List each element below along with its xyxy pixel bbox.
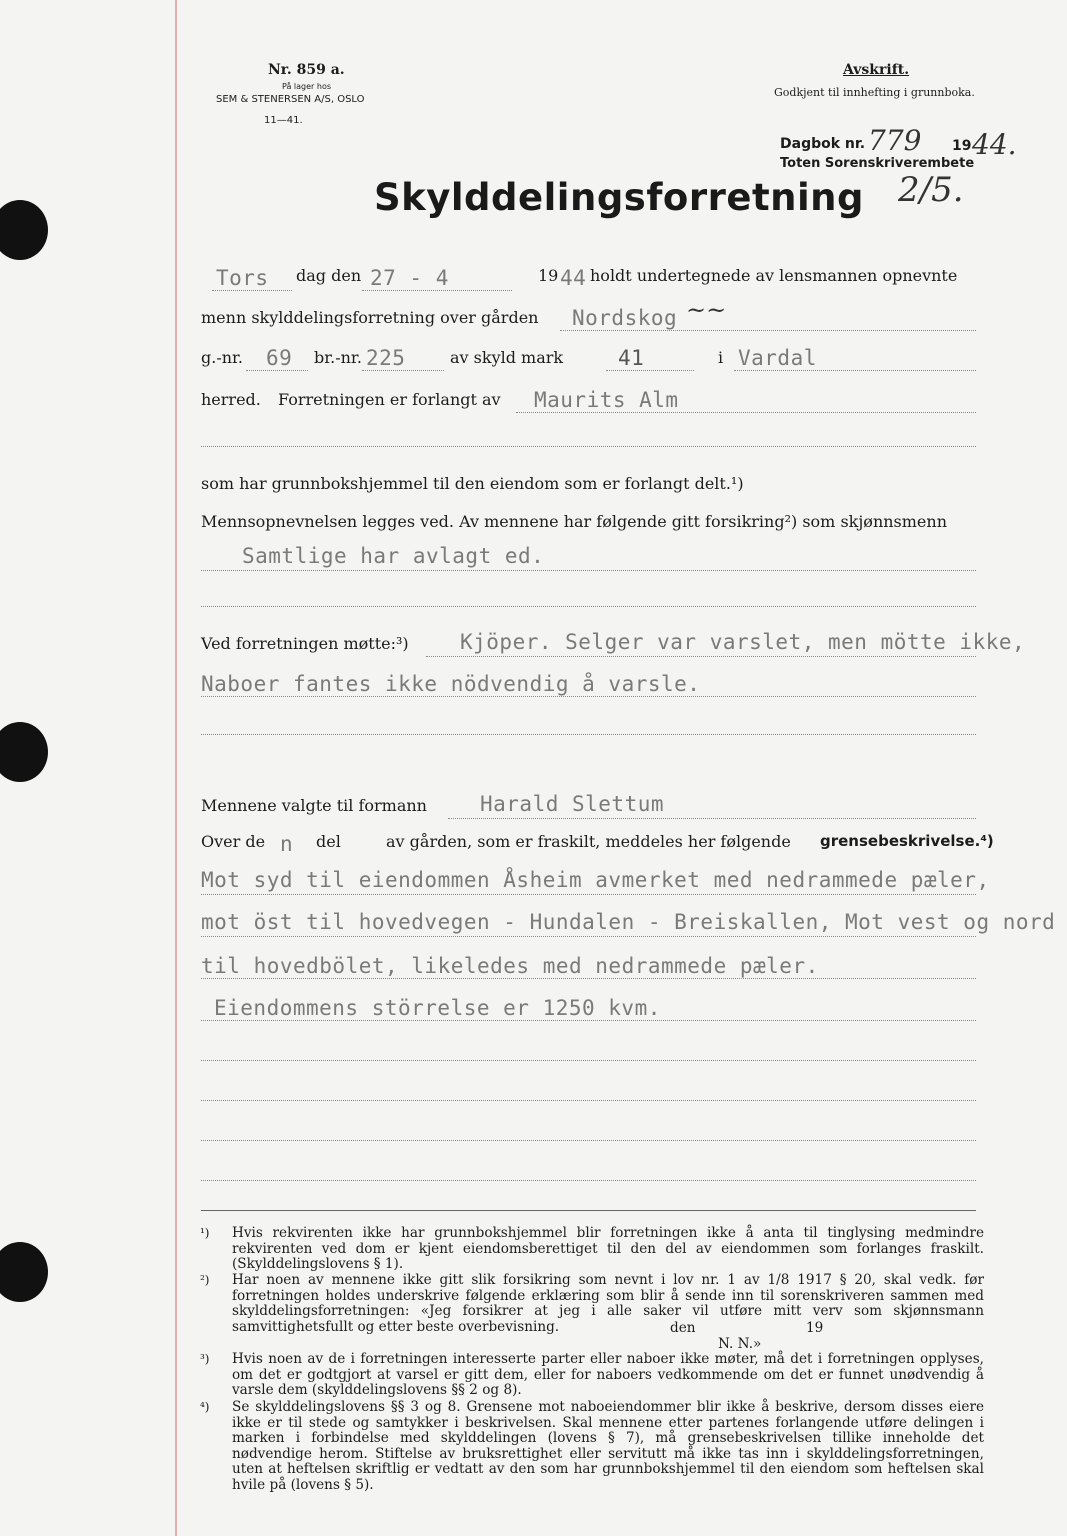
printer-date: 11—41. <box>264 115 303 126</box>
fill-line <box>606 370 694 371</box>
holdt-text: holdt undertegnede av lensmannen opnevnte <box>590 266 958 285</box>
footnote-marker: ¹) <box>200 1226 210 1240</box>
part-fill: n <box>280 832 294 856</box>
footnote-divider <box>201 1210 976 1211</box>
bnr-fill: 225 <box>366 346 406 370</box>
del-label: del <box>316 832 341 851</box>
footnote-2-signature: N. N.» <box>718 1336 762 1352</box>
formann-label: Mennene valgte til formann <box>201 796 427 815</box>
over-de-label: Over de <box>201 832 266 851</box>
dag-den-label: dag den <box>296 266 362 285</box>
fraskilt-text: av gården, som er fraskilt, meddeles her følgende <box>386 832 791 851</box>
godkjent-text: Godkjent til innhefting i grunnboka. <box>774 86 975 99</box>
fill-line <box>426 656 976 657</box>
grense-label: grensebeskrivelse.⁴) <box>820 832 994 850</box>
dagbok-year-prefix: 19 <box>952 138 972 154</box>
date-fill: 27 - 4 <box>370 266 449 290</box>
fill-line <box>246 370 308 371</box>
footnote-2-den: den <box>670 1320 696 1336</box>
fill-line <box>201 936 976 937</box>
printer-name: SEM & STENERSEN A/S, OSLO <box>216 94 365 105</box>
sorenskriver-label: Toten Sorenskriverembete <box>780 156 975 171</box>
fill-line <box>201 570 976 571</box>
description-line-2: mot öst til hovedvegen - Hundalen - Breiskallen, Mot vest og nord <box>201 910 1056 934</box>
description-line-1: Mot syd til eiendommen Åsheim avmerket med nedrammede pæler, <box>201 868 990 892</box>
footnote-1: Hvis rekvirenten ikke har grunnbokshjemmel blir forretningen ikke å anta til tinglysing medmindre rekvirenten ved dom er kjent eiendomsberettiget til den del av eiendommen som forlanges fraskilt. (Skylddelingslovens § 1). <box>232 1225 984 1273</box>
grunnbok-text: som har grunnbokshjemmel til den eiendom som er forlangt delt.¹) <box>201 474 744 493</box>
oath-fill: Samtlige har avlagt ed. <box>242 544 545 568</box>
menn-text: menn skylddelingsforretning over gården <box>201 308 539 327</box>
footnote-4: Se skylddelingslovens §§ 3 og 8. Grensene mot naboeiendommer blir ikke å beskrive, dersom disses eiere ikke er til stede og samtykker i beskrivelsen. Skal mennene etter partenes forlangende utføre delingen i marken i forbindelse med skylddelingen (lovens § 7), må grensebeskrivelsen tillike inneholde det nødvendige herom. Stiftelse av bruksrettighet eller servitutt må ikke tas inn i skylddelingsforretningen, uten at heftelsen skriftlig er vedtatt av den som har grunnbokshjemmel til den eiendom som heftelsen skal hvile på (lovens § 5). <box>232 1399 984 1493</box>
avskrift-label: Avskrift. <box>843 62 910 78</box>
motte-fill-2: Naboer fantes ikke nödvendig å varsle. <box>201 672 701 696</box>
mennsop-text: Mennsopnevnelsen legges ved. Av mennene har følgende gitt forsikring²) som skjønnsmenn <box>201 512 948 531</box>
day-fill: Tors <box>216 266 269 290</box>
punch-hole <box>0 1242 48 1302</box>
punch-hole <box>0 722 48 782</box>
handwritten-stroke: ~~ <box>686 296 727 324</box>
fill-line <box>201 734 976 735</box>
fill-line <box>734 370 976 371</box>
footnote-marker: ⁴) <box>200 1400 210 1414</box>
fill-line <box>201 1180 976 1181</box>
i-label: i <box>718 348 724 367</box>
forlangt-label: Forretningen er forlangt av <box>278 390 501 409</box>
fill-line <box>201 1020 976 1021</box>
skyld-label: av skyld mark <box>450 348 564 367</box>
footnote-marker: ²) <box>200 1273 210 1287</box>
document-title: Skylddelingsforretning <box>374 176 864 219</box>
date-mark: 2/5. <box>898 170 964 210</box>
fill-line <box>516 412 976 413</box>
requester-fill: Maurits Alm <box>534 388 679 412</box>
footnote-3: Hvis noen av de i forretningen interesserte parter eller naboer ikke møter, må det i forretningen opplyses, om det er godtgjort at varsel er gitt dem, eller for naboers vedkommende om det er funnet unødvendig å varsle dem (skylddelingslovens §§ 2 og 8). <box>232 1351 984 1399</box>
fill-line <box>201 446 976 447</box>
punch-hole <box>0 200 48 260</box>
farm-fill: Nordskog <box>572 306 678 330</box>
dagbok-label: Dagbok nr. <box>780 136 866 152</box>
margin-line <box>175 0 177 1536</box>
fill-line <box>201 696 976 697</box>
fill-line <box>201 606 976 607</box>
fill-line <box>201 1100 976 1101</box>
fill-line <box>362 370 444 371</box>
fill-line <box>362 290 512 291</box>
gnr-fill: 69 <box>266 346 293 370</box>
footnote-marker: ³) <box>200 1352 210 1366</box>
form-number: Nr. 859 a. <box>268 62 345 78</box>
footnote-2: Har noen av mennene ikke gitt slik forsikring som nevnt i lov nr. 1 av 1/8 1917 § 20, skal vedk. før forretningen holdes underskrive følgende erklæring som blir å sende inn til sorenskriveren sammen med skylddelingsforretningen: «Jeg forsikrer at jeg i alle saker vil utføre mitt verv som skjønnsmann samvittighetsfullt og etter beste overbevisning. <box>232 1272 984 1335</box>
herred-fill: Vardal <box>738 346 817 370</box>
fill-line <box>560 330 976 331</box>
formann-fill: Harald Slettum <box>480 792 665 816</box>
motte-label: Ved forretningen møtte:³) <box>201 634 409 653</box>
footnote-2-year: 19 <box>806 1320 824 1336</box>
fill-line <box>201 894 976 895</box>
fill-line <box>201 1140 976 1141</box>
year-prefix: 19 <box>538 266 559 285</box>
fill-line <box>201 1060 976 1061</box>
motte-fill-1: Kjöper. Selger var varslet, men mötte ikke, <box>460 630 1026 654</box>
skyld-fill: 41 <box>618 346 645 370</box>
printer-line: På lager hos <box>282 82 331 91</box>
bnr-label: br.-nr. <box>314 348 362 367</box>
fill-line <box>212 290 292 291</box>
dagbok-number: 779 <box>868 124 922 157</box>
gnr-label: g.-nr. <box>201 348 244 367</box>
fill-line <box>448 818 976 819</box>
year-fill: 44 <box>560 266 587 290</box>
dagbok-year: 44. <box>972 128 1017 161</box>
fill-line <box>201 978 976 979</box>
herred-label: herred. <box>201 390 261 409</box>
description-line-4: Eiendommens störrelse er 1250 kvm. <box>214 996 661 1020</box>
description-line-3: til hovedbölet, likeledes med nedrammede pæler. <box>201 954 819 978</box>
